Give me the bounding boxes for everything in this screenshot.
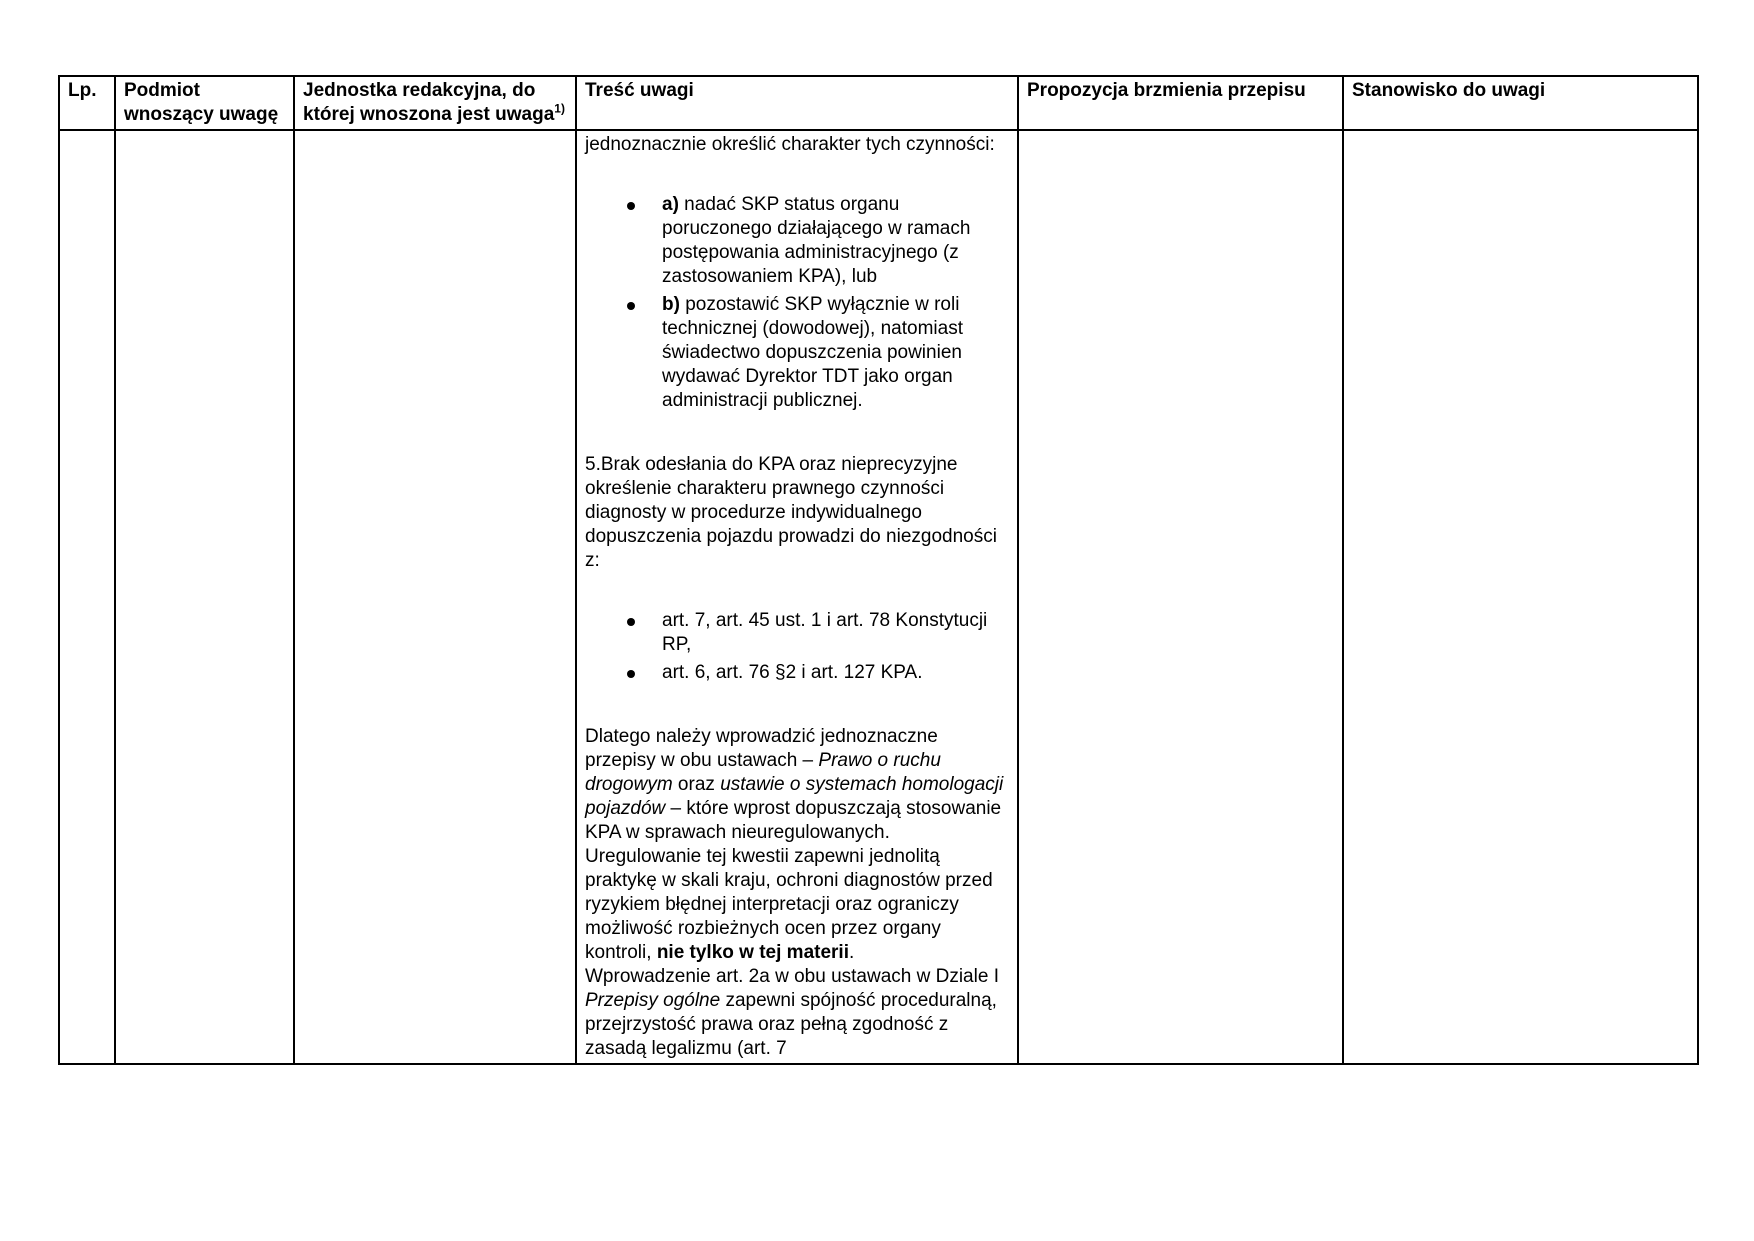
text-run: nie tylko w tej materii xyxy=(656,942,849,963)
column-header-jednostka xyxy=(294,76,576,130)
text-run: oraz xyxy=(672,774,721,795)
column-header-propozycja-label: Propozycja brzmienia przepisu xyxy=(1027,80,1306,101)
text-runs xyxy=(585,134,995,155)
bullet-icon xyxy=(627,661,662,685)
blank-line xyxy=(585,157,1009,193)
footnote-marker: 1) xyxy=(554,101,565,116)
text-run: Prawo o ruchu drogowym xyxy=(585,750,941,795)
text-runs xyxy=(662,609,1009,657)
bullet-item xyxy=(585,293,1009,413)
column-header-jednostka-label: Jednostka redakcyjna, do której wnoszona jest uwaga xyxy=(303,80,555,125)
bullet-icon xyxy=(627,293,662,413)
cell-propozycja xyxy=(1018,130,1343,1064)
text-run: jednoznacznie określić charakter tych czynności: xyxy=(585,134,995,155)
cell-tresc-uwagi xyxy=(576,130,1018,1064)
text-run: pozostawić SKP wyłącznie w roli technicznej (dowodowej), natomiast świadectwo dopuszczenia powinien wydawać Dyrektor TDT jako organ administracji publicznej. xyxy=(662,294,963,411)
text-run: . xyxy=(848,942,855,963)
paragraph xyxy=(585,133,1009,157)
column-header-stanowisko xyxy=(1343,76,1698,130)
bullet-item xyxy=(585,609,1009,657)
text-run: a) xyxy=(662,194,679,215)
column-header-podmiot-label: Podmiot wnoszący uwagę xyxy=(124,80,279,125)
bullet-item xyxy=(585,193,1009,289)
paragraph xyxy=(585,725,1009,845)
cell-lp xyxy=(59,130,115,1064)
cell-stanowisko xyxy=(1343,130,1698,1064)
bullet-item xyxy=(585,661,1009,685)
cell-podmiot xyxy=(115,130,294,1064)
table-header-row xyxy=(59,76,1698,130)
column-header-lp-label: Lp. xyxy=(68,80,97,101)
paragraph xyxy=(585,453,1009,573)
column-header-lp xyxy=(59,76,115,130)
text-runs xyxy=(662,661,1009,685)
text-runs xyxy=(585,726,1003,843)
text-run: Wprowadzenie art. 2a w obu ustawach w Dziale I xyxy=(585,966,999,987)
text-run: art. 7, art. 45 ust. 1 i art. 78 Konstytucji RP, xyxy=(662,610,988,655)
bullet-icon xyxy=(627,609,662,657)
table-row xyxy=(59,130,1698,1064)
text-runs xyxy=(662,193,1009,289)
text-run: b) xyxy=(662,294,680,315)
text-run: Przepisy ogólne xyxy=(585,990,721,1011)
paragraph xyxy=(585,965,1009,1061)
blank-line xyxy=(585,689,1009,725)
text-run: zapewni spójność proceduralną, przejrzystość prawa oraz pełną zgodność z zasadą legalizmu (art. 7 xyxy=(585,990,997,1059)
comments-table xyxy=(58,75,1699,1065)
text-run: 5.Brak odesłania do KPA oraz nieprecyzyjne określenie charakteru prawnego czynności diagnosty w procedurze indywidualnego dopuszczenia pojazdu prowadzi do niezgodności z: xyxy=(585,454,997,571)
column-header-tresc xyxy=(576,76,1018,130)
blank-line xyxy=(585,417,1009,453)
cell-jednostka xyxy=(294,130,576,1064)
column-header-stanowisko-label: Stanowisko do uwagi xyxy=(1352,80,1546,101)
text-run: Dlatego należy wprowadzić jednoznaczne przepisy w obu ustawach – xyxy=(585,726,938,771)
column-header-propozycja xyxy=(1018,76,1343,130)
text-run: art. 6, art. 76 §2 i art. 127 KPA. xyxy=(662,662,923,683)
paragraph xyxy=(585,845,1009,965)
text-run: ustawie o systemach homologacji pojazdów xyxy=(585,774,1004,819)
blank-line xyxy=(585,573,1009,609)
column-header-tresc-label: Treść uwagi xyxy=(585,80,694,101)
text-runs xyxy=(585,454,997,571)
text-run: nadać SKP status organu poruczonego działającego w ramach postępowania administracyjnego (z zastosowaniem KPA), lub xyxy=(662,194,971,287)
text-runs xyxy=(662,293,1009,413)
text-runs xyxy=(585,846,993,963)
column-header-podmiot xyxy=(115,76,294,130)
text-run: – które wprost dopuszczają stosowanie KPA w sprawach nieuregulowanych. xyxy=(585,798,1002,843)
bullet-icon xyxy=(627,193,662,289)
text-run: Uregulowanie tej kwestii zapewni jednolitą praktykę w skali kraju, ochroni diagnostów przed ryzykiem błędnej interpretacji oraz ograniczy możliwość rozbieżnych ocen przez organy kontroli, xyxy=(585,846,993,963)
text-runs xyxy=(585,966,999,1059)
